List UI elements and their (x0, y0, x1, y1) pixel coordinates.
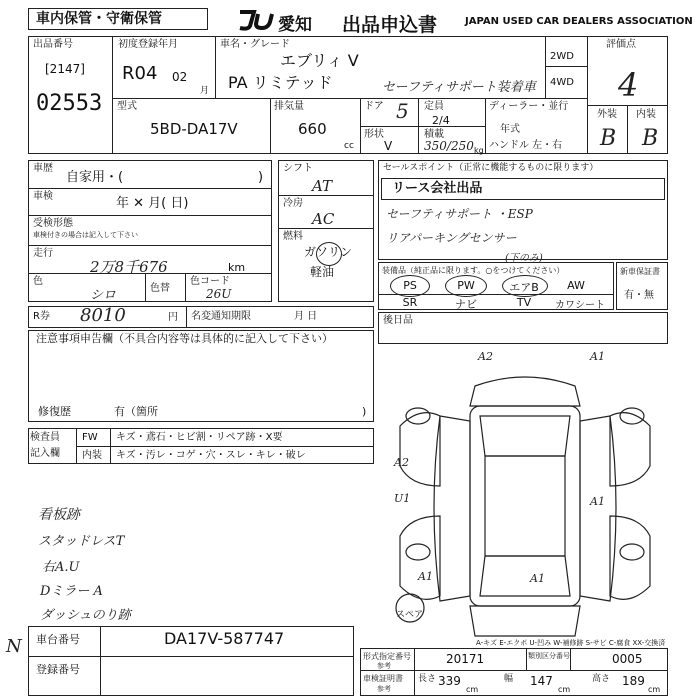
new-guarantee-label: 新車保証書 (620, 267, 660, 276)
color-code-value: 26U (206, 287, 232, 301)
ac-label: 冷房 (283, 198, 303, 209)
side-mark: N (6, 636, 22, 657)
exterior-label: 外装 (597, 109, 617, 120)
lot-number: 02553 (36, 91, 103, 116)
shift-value: AT (312, 177, 333, 195)
diagram-mark-a1-bc: A1 (530, 572, 545, 585)
width-value: 147 (530, 674, 553, 688)
first-reg-label: 初度登録年月 (118, 39, 178, 50)
handnote-4: Dミラー A (40, 584, 103, 599)
handnote-1: 看板跡 (38, 507, 80, 523)
interior-row-label: 内装 (82, 450, 102, 461)
ac-value: AC (312, 210, 335, 228)
displacement-label: 排気量 (274, 101, 304, 112)
lot-label: 出品番号 (33, 39, 73, 50)
model-code: 5BD-DA17V (150, 120, 238, 138)
interior-row: キズ・汚レ・コゲ・穴・スレ・キレ・破レ (116, 450, 306, 461)
after-sale-block (378, 312, 668, 344)
use-label: 車歴 (33, 163, 53, 174)
selling-headline: リース会社出品 (392, 181, 483, 196)
mileage-value: 2万8千676 (90, 258, 168, 276)
category-number: 0005 (612, 652, 643, 666)
r-ticket-label: R券 (33, 311, 50, 322)
era-year: R04 (122, 63, 158, 84)
capacity-label: 定員 (424, 101, 444, 112)
height-label: 高さ (592, 674, 611, 684)
ju-logo-icon (236, 8, 276, 32)
fuel-diesel: 軽油 (310, 265, 335, 279)
width-label: 幅 (504, 674, 514, 684)
equip-aw: AW (567, 279, 585, 292)
spare-label: スペア (396, 610, 424, 620)
repaint-label: 色替 (150, 283, 170, 294)
interior-grade: B (642, 126, 659, 151)
handnote-2: スタッドレスT (38, 534, 125, 549)
width-unit: cm (558, 685, 571, 694)
km-unit: km (228, 261, 246, 274)
door-value: 5 (396, 99, 409, 123)
length-label: 長さ (418, 674, 437, 684)
car-name-label: 車名・グレード (220, 39, 290, 50)
diagram-mark-a2-top: A2 (478, 350, 493, 363)
grade-note: セーフティサポート装着車 (382, 80, 536, 95)
cert-label: 車検証明書 (363, 674, 403, 683)
inspection-label: 車検 (33, 191, 53, 202)
equip-sr: SR (402, 296, 418, 309)
chassis-number: DA17V-587747 (164, 629, 285, 648)
equip-airbag: エアB (509, 281, 539, 294)
selling-line2: リアパーキングセンサー (386, 231, 517, 245)
circle-pw (445, 275, 487, 297)
equip-ps: PS (403, 279, 417, 292)
color-value: シロ (90, 288, 117, 303)
car-outline-icon (380, 346, 670, 646)
tax-label: 名変通知期限 (191, 311, 251, 322)
equip-leather: カワシート (555, 300, 605, 311)
kg-unit: kg (474, 146, 484, 155)
selling-line1: セーフティサポート ・ESP (386, 207, 533, 221)
chassis-label: 車台番号 (36, 633, 80, 646)
dealer-label: ディーラー・並行 (489, 101, 569, 112)
drive-4wd: 4WD (550, 77, 574, 88)
after-sale-label: 後日品 (383, 315, 413, 326)
repair-close: ) (362, 405, 367, 418)
fuel-label: 燃料 (283, 231, 303, 242)
diagram-mark-a1-right: A1 (590, 495, 605, 508)
equip-navi: ナビ (455, 298, 477, 311)
fw-label: FW (82, 432, 98, 443)
tax-value: 月 日 (294, 311, 318, 322)
selling-title: セールスポイント（正常に機能するものに限ります） (383, 163, 599, 173)
shape-value: V (384, 139, 393, 153)
drive-2wd: 2WD (550, 51, 574, 62)
height-value: 189 (622, 674, 645, 688)
door-label: ドア (364, 101, 384, 112)
load-label: 積載 (424, 129, 444, 140)
load-value: 350/250 (424, 139, 474, 153)
damage-legend: A-キズ E-エクボ U-凹み W-補修跡 S-サビ C-腐食 XX-交換済 (476, 639, 666, 647)
format-ref-label: 参考 (377, 662, 391, 670)
registration-label: 登録番号 (36, 663, 80, 676)
new-guarantee-value: 有・無 (624, 290, 654, 301)
month-unit: 月 (200, 86, 210, 96)
length-value: 339 (438, 674, 461, 688)
handnote-3: 右A.U (42, 560, 80, 575)
inspection-value: 年 ✕ 月( 日) (116, 196, 189, 211)
repair-label: 修復歴 (38, 405, 71, 418)
ju-logo (236, 8, 276, 32)
handnote-5: ダッシュのり跡 (40, 608, 131, 623)
circle-airbag (502, 275, 548, 297)
org-name: 愛知 (278, 15, 312, 35)
year-label: 年式 (500, 124, 520, 135)
use-value: 自家用・( (66, 170, 124, 185)
color-label: 色 (33, 276, 43, 287)
format-label: 形式指定番号 (363, 652, 411, 661)
r-ticket-unit: 円 (168, 312, 178, 323)
height-unit: cm (648, 685, 661, 694)
score-label: 評価点 (606, 39, 636, 50)
r-ticket-value: 8010 (80, 305, 126, 326)
diagram-mark-a1-bl: A1 (418, 570, 433, 583)
circle-ps (390, 275, 430, 297)
lot-sub: [2147] (45, 62, 85, 76)
car-name: エブリィ V (280, 51, 359, 70)
storage-note: 車内保管・守衛保管 (36, 11, 162, 27)
category-label: 類別区分番号 (528, 652, 570, 660)
fuel-circle (316, 242, 342, 266)
equipment-handnote: (下のみ) (505, 253, 543, 264)
displacement: 660 (298, 120, 327, 138)
length-unit: cm (466, 685, 479, 694)
exterior-grade: B (600, 126, 617, 151)
grade: PA リミテッド (228, 73, 333, 92)
equipment-title: 装備品（純正品に限ります。○をつけてください） (382, 266, 565, 275)
color-code-label: 色コード (190, 276, 230, 287)
capacity-value: 2/4 (432, 114, 450, 127)
cc-unit: cc (344, 141, 354, 151)
cert-ref-label: 参考 (377, 685, 391, 693)
interior-label: 内装 (636, 109, 656, 120)
score-value: 4 (618, 66, 639, 104)
diagram-mark-a2-left: A2 (394, 456, 409, 469)
attention-label: 注意事項申告欄（不具合内容等は具体的に記入して下さい） (36, 332, 333, 345)
inspector-label1: 検査員 (30, 432, 60, 443)
use-close: ) (258, 170, 264, 185)
shape-label: 形状 (364, 129, 384, 140)
form-title: 出品申込書 (342, 14, 438, 36)
model-label: 型式 (117, 101, 137, 112)
accept-label: 受検形態 (33, 218, 73, 229)
fw-row: キズ・鳶石・ヒビ割・リペア跡・X要 (116, 432, 283, 443)
format-number: 20171 (446, 652, 485, 666)
association-name: JAPAN USED CAR DEALERS ASSOCIATION (465, 16, 693, 27)
car-diagram (380, 346, 670, 646)
repair-value: 有（箇所 (114, 405, 158, 418)
accept-sub: 車検付きの場合は記入して下さい (33, 231, 138, 239)
mileage-label: 走行 (33, 248, 53, 259)
shift-label: シフト (283, 163, 313, 174)
diagram-mark-a1-top: A1 (590, 350, 605, 363)
equip-pw: PW (457, 279, 475, 292)
reg-month: 02 (172, 70, 188, 84)
equip-tv: TV (516, 296, 532, 309)
fuel-gasoline: ガソリン (304, 245, 353, 259)
inspector-label2: 記入欄 (30, 448, 60, 459)
diagram-mark-u1-left: U1 (394, 492, 411, 505)
handle-label: ハンドル 左・右 (489, 140, 563, 151)
